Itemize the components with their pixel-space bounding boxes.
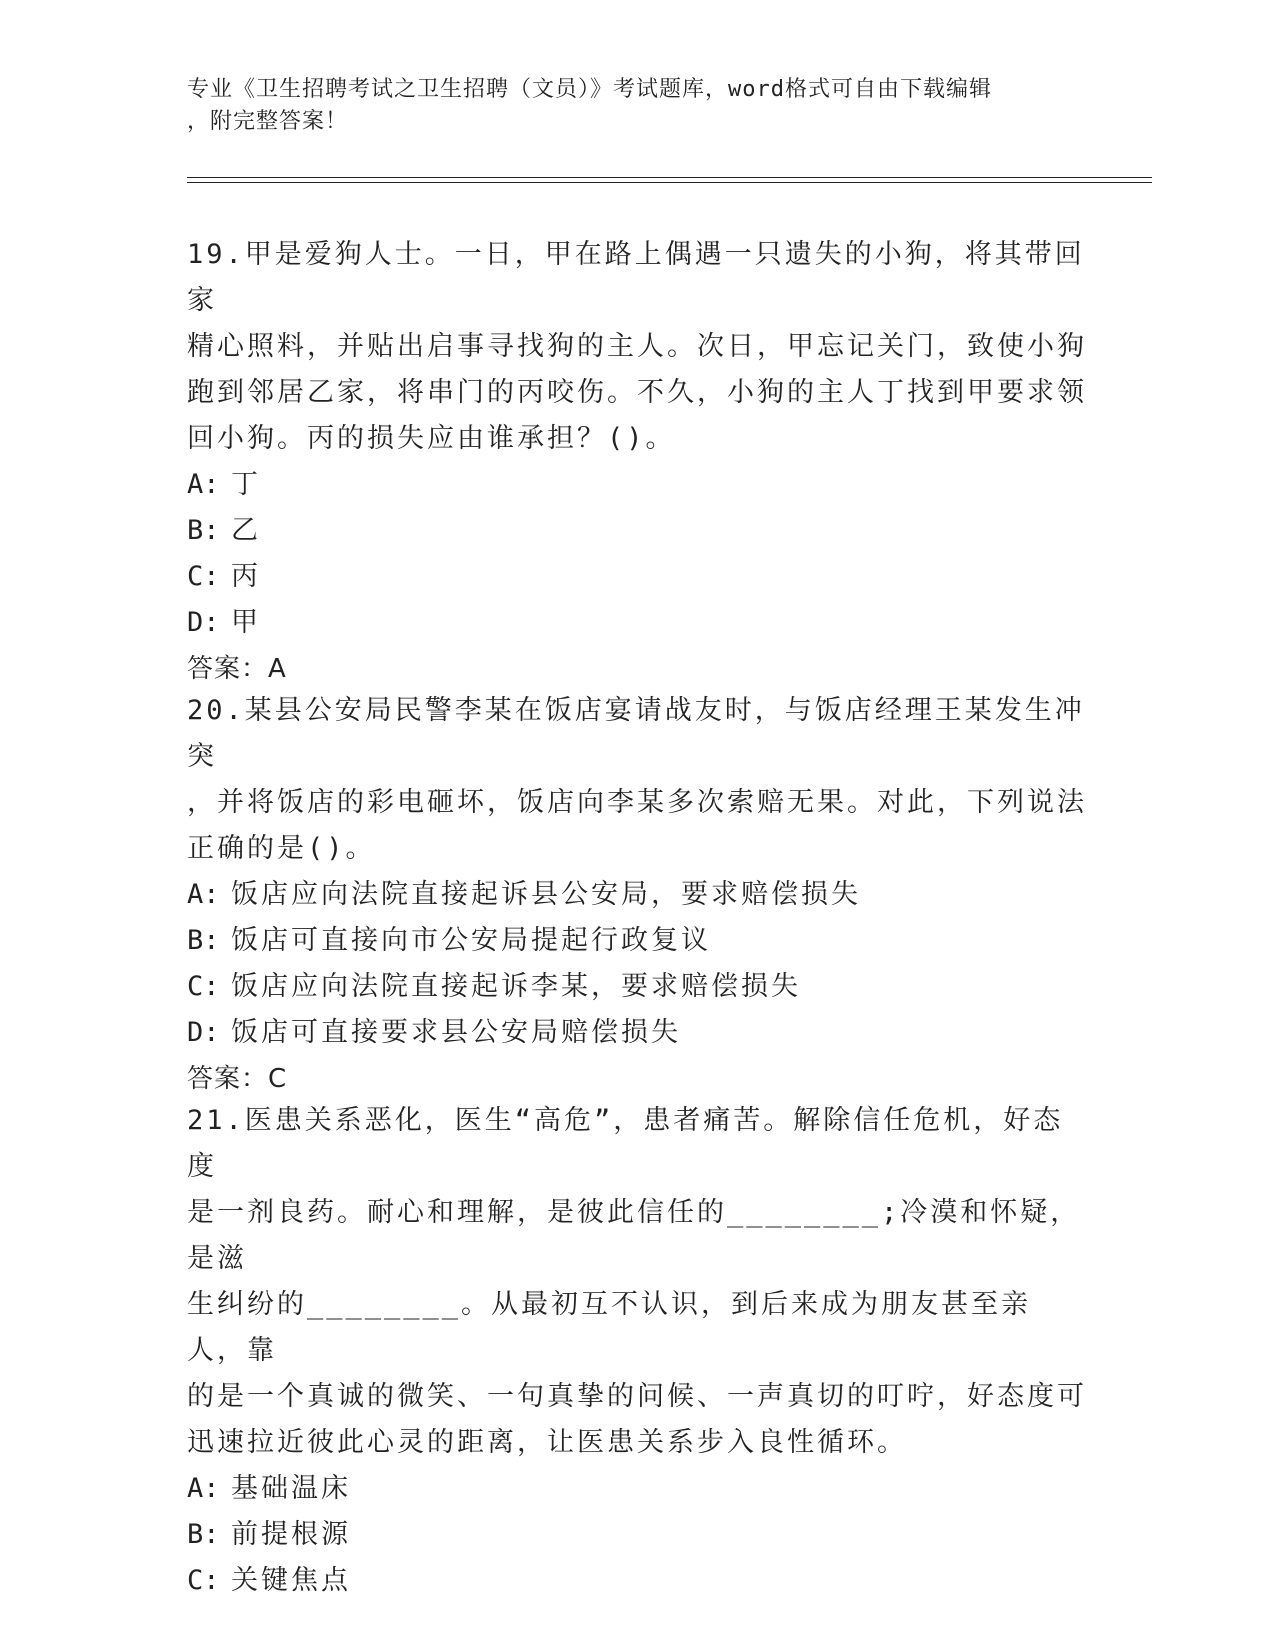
- option-key: A:: [187, 879, 220, 910]
- option-text: 关键焦点: [231, 1565, 351, 1596]
- option-key: D:: [187, 607, 220, 638]
- question-stem-line: 跑到邻居乙家，将串门的丙咬伤。不久，小狗的主人丁找到甲要求领: [187, 377, 1087, 408]
- question-21: [187, 1098, 1087, 1604]
- option-text: 丁: [231, 469, 261, 500]
- document-header: [187, 74, 1067, 138]
- header-line-1: 专业《卫生招聘考试之卫生招聘（文员）》考试题库，word格式可自由下载编辑: [187, 77, 992, 102]
- question-stem-line: 生纠纷的________。从最初互不认识，到后来成为朋友甚至亲人，靠: [187, 1289, 1032, 1366]
- answer-line: 答案：A: [187, 654, 287, 684]
- option-text: 乙: [231, 515, 261, 546]
- option-d: [187, 1010, 1087, 1056]
- option-text: 饭店应向法院直接起诉李某，要求赔偿损失: [231, 971, 801, 1002]
- header-divider-top: [187, 177, 1152, 178]
- option-c: [187, 964, 1087, 1010]
- option-a: [187, 462, 1087, 508]
- option-key: C:: [187, 561, 220, 592]
- question-stem-line: 20.某县公安局民警李某在饭店宴请战友时，与饭店经理王某发生冲突: [187, 695, 1085, 772]
- question-stem-line: 是一剂良药。耐心和理解，是彼此信任的________;冷漠和怀疑，是滋: [187, 1197, 1081, 1274]
- option-key: A:: [187, 1473, 220, 1504]
- option-b: [187, 918, 1087, 964]
- question-stem-line: 正确的是()。: [187, 833, 376, 864]
- option-key: C:: [187, 971, 220, 1002]
- option-key: B:: [187, 515, 220, 546]
- option-text: 前提根源: [231, 1519, 351, 1550]
- question-stem-line: ，并将饭店的彩电砸坏，饭店向李某多次索赔无果。对此，下列说法: [187, 787, 1087, 818]
- option-key: B:: [187, 1519, 220, 1550]
- option-text: 饭店应向法院直接起诉县公安局，要求赔偿损失: [231, 879, 861, 910]
- option-b: [187, 1512, 1087, 1558]
- question-stem-line: 迅速拉近彼此心灵的距离，让医患关系步入良性循环。: [187, 1427, 907, 1458]
- option-key: A:: [187, 469, 220, 500]
- option-text: 饭店可直接要求县公安局赔偿损失: [231, 1017, 681, 1048]
- option-text: 饭店可直接向市公安局提起行政复议: [231, 925, 711, 956]
- question-stem-line: 21.医患关系恶化，医生“高危”，患者痛苦。解除信任危机，好态度: [187, 1105, 1064, 1182]
- option-b: [187, 508, 1087, 554]
- option-text: 基础温床: [231, 1473, 351, 1504]
- option-key: D:: [187, 1017, 220, 1048]
- option-a: [187, 1466, 1087, 1512]
- option-c: [187, 1558, 1087, 1604]
- header-divider-bottom: [187, 182, 1152, 183]
- header-line-2: ，附完整答案！: [187, 109, 349, 134]
- question-20: [187, 688, 1087, 1102]
- option-d: [187, 600, 1087, 646]
- answer-line: 答案：C: [187, 1064, 288, 1094]
- question-stem-line: 回小狗。丙的损失应由谁承担？()。: [187, 423, 676, 454]
- option-text: 丙: [231, 561, 261, 592]
- question-stem-line: 19.甲是爱狗人士。一日，甲在路上偶遇一只遗失的小狗，将其带回家: [187, 239, 1085, 316]
- question-stem-line: 的是一个真诚的微笑、一句真挚的问候、一声真切的叮咛，好态度可: [187, 1381, 1087, 1412]
- option-a: [187, 872, 1087, 918]
- option-key: C:: [187, 1565, 220, 1596]
- option-text: 甲: [231, 607, 261, 638]
- option-key: B:: [187, 925, 220, 956]
- question-19: [187, 232, 1087, 692]
- option-c: [187, 554, 1087, 600]
- question-stem-line: 精心照料，并贴出启事寻找狗的主人。次日，甲忘记关门，致使小狗: [187, 331, 1087, 362]
